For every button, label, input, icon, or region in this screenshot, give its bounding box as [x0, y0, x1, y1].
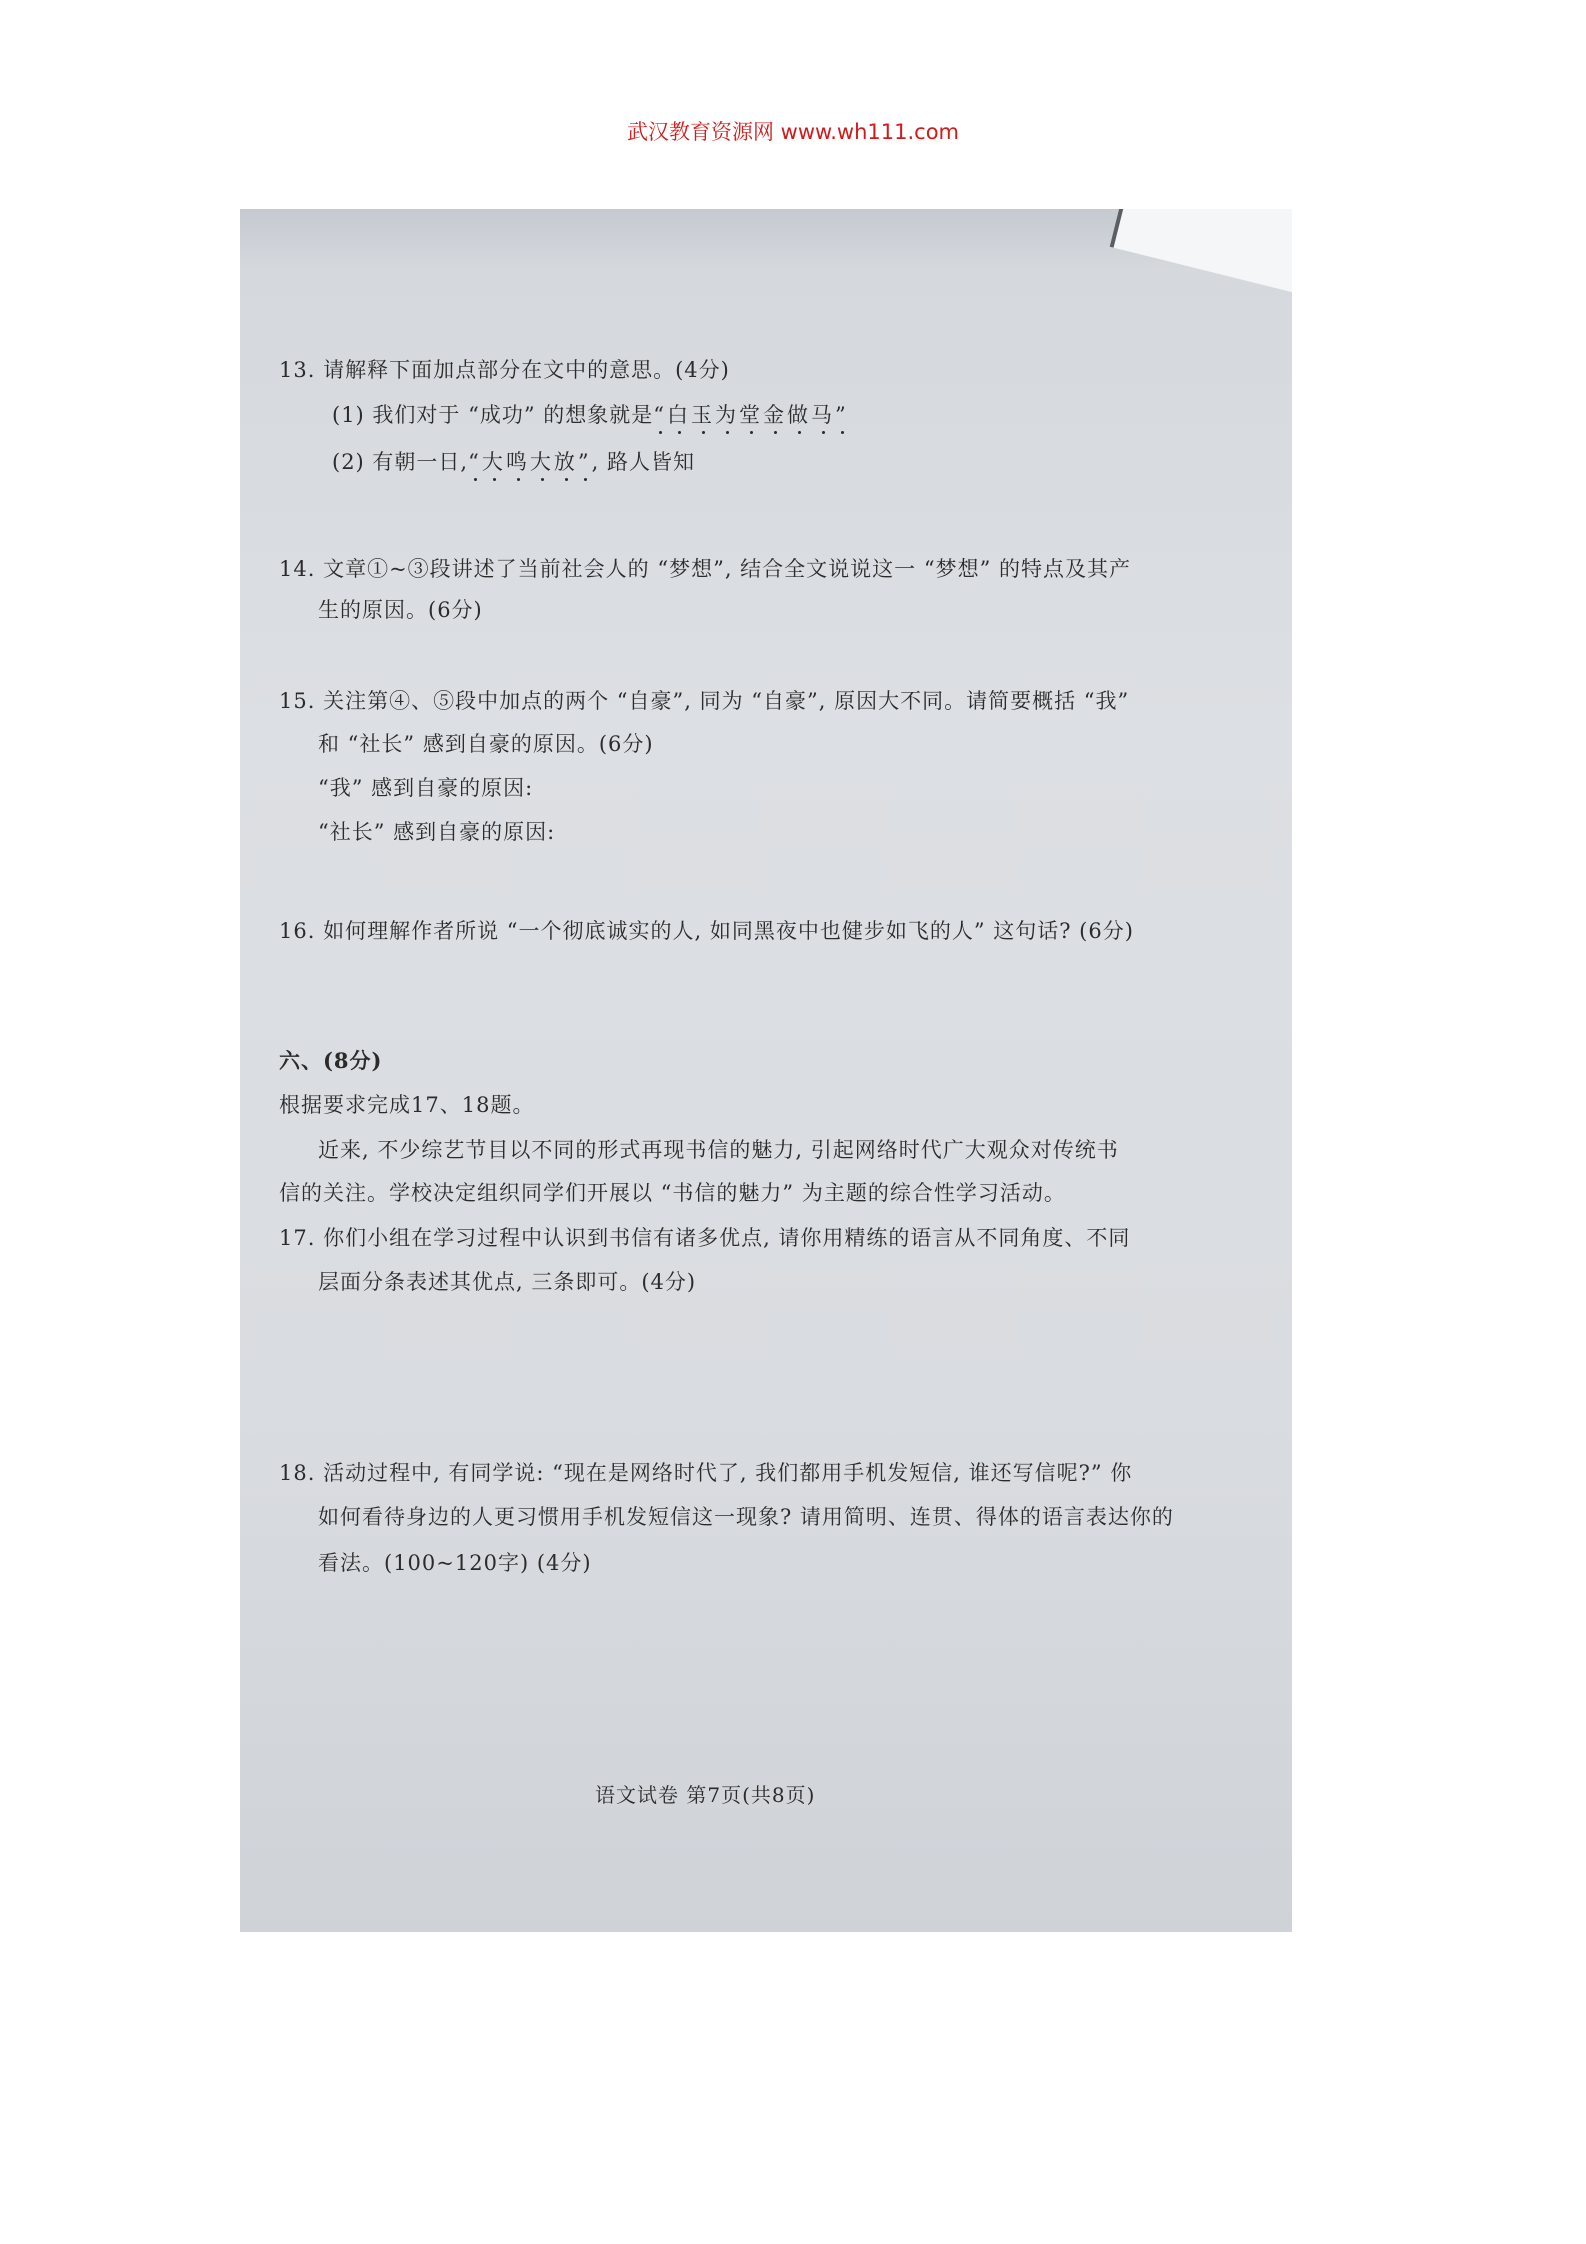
dotted-char: 马: [811, 403, 835, 427]
q15-answer1: “我” 感到自豪的原因:: [318, 776, 534, 800]
q18-line1: 18. 活动过程中, 有同学说: “现在是网络时代了, 我们都用手机发短信, 谁还写信呢?” 你: [279, 1461, 1133, 1485]
section6-heading: 六、(8分): [279, 1048, 383, 1073]
q13-item2-dotted: “大鸣大放”: [468, 450, 592, 474]
q14-line1: 14. 文章①~③段讲述了当前社会人的 “梦想”, 结合全文说说这一 “梦想” 的特点及其产: [279, 557, 1131, 581]
dotted-char: 玉: [691, 403, 715, 427]
page-corner: [1110, 209, 1292, 298]
q13-item1: [332, 399, 849, 429]
q17-line1: 17. 你们小组在学习过程中认识到书信有诸多优点, 请你用精练的语言从不同角度、不同: [279, 1226, 1131, 1250]
dotted-char: 白: [667, 403, 691, 427]
page-footer: 语文试卷 第7页(共8页): [595, 1783, 816, 1807]
q15-line2: 和 “社长” 感到自豪的原因。(6分): [318, 732, 654, 756]
dotted-char: 放: [553, 450, 578, 474]
q13-item2-suffix: , 路人皆知: [591, 450, 695, 474]
section6-passage-line1: 近来, 不少综艺节目以不同的形式再现书信的魅力, 引起网络时代广大观众对传统书: [318, 1138, 1119, 1162]
section6-passage-line2: 信的关注。学校决定组织同学们开展以 “书信的魅力” 为主题的综合性学习活动。: [279, 1181, 1066, 1205]
q13-stem: 13. 请解释下面加点部分在文中的意思。(4分): [279, 358, 730, 382]
q13-item1-prefix: (1) 我们对于 “成功” 的想象就是: [332, 403, 654, 427]
dotted-char: 堂: [739, 403, 763, 427]
q14-line2: 生的原因。(6分): [318, 598, 483, 622]
dotted-char: 金: [763, 403, 787, 427]
q16-line1: 16. 如何理解作者所说 “一个彻底诚实的人, 如同黑夜中也健步如飞的人” 这句话? (6分): [279, 919, 1134, 943]
dotted-char: 大: [529, 450, 554, 474]
q13-item1-dotted: “白玉为堂金做马”: [653, 403, 849, 427]
dotted-char: 大: [481, 450, 506, 474]
dotted-char: 鸣: [505, 450, 530, 474]
q18-line2: 如何看待身边的人更习惯用手机发短信这一现象? 请用简明、连贯、得体的语言表达你的: [318, 1505, 1174, 1529]
site-header: 武汉教育资源网 www.wh111.com: [626, 120, 960, 144]
q13-item2-prefix: (2) 有朝一日,: [332, 450, 469, 474]
dotted-char: 做: [787, 403, 811, 427]
exam-page-photo: [240, 209, 1292, 1932]
q13-item2: [332, 446, 695, 476]
q17-line2: 层面分条表述其优点, 三条即可。(4分): [318, 1270, 697, 1294]
q15-answer2: “社长” 感到自豪的原因:: [318, 820, 556, 844]
section6-instruction: 根据要求完成17、18题。: [279, 1093, 535, 1117]
dotted-char: 为: [715, 403, 739, 427]
q18-line3: 看法。(100~120字) (4分): [318, 1551, 592, 1575]
q15-line1: 15. 关注第④、⑤段中加点的两个 “自豪”, 同为 “自豪”, 原因大不同。请简要概括 “我”: [279, 689, 1130, 713]
